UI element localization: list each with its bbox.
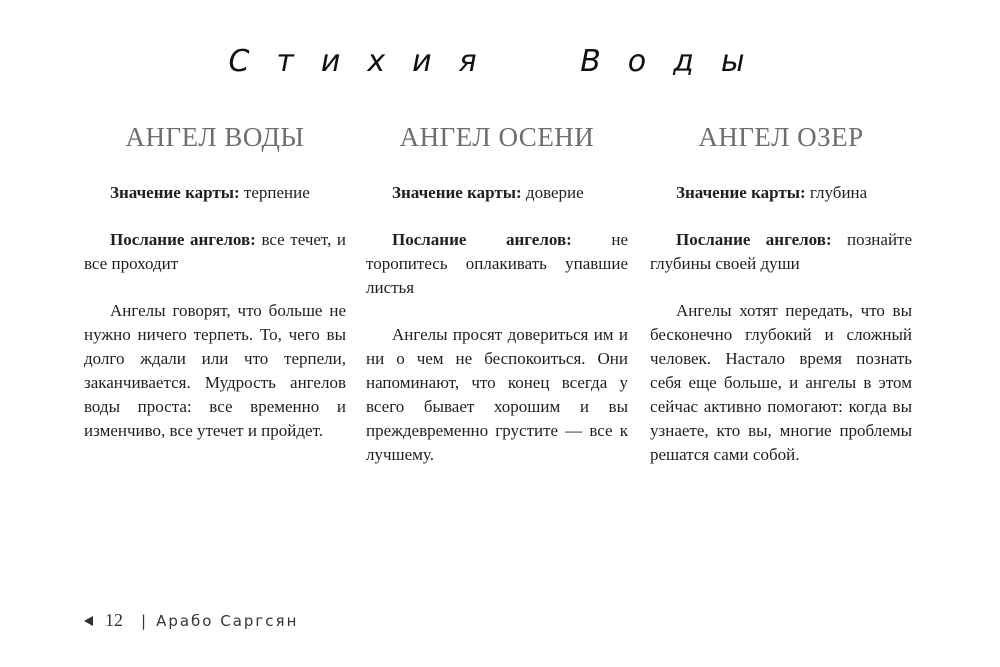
card-title: АНГЕЛ ВОДЫ	[125, 122, 305, 152]
meaning-label: Значение карты:	[110, 183, 240, 202]
card-body: Ангелы просят довериться им и ни о чем не беспокоиться. Они напоминают, что конец всегда у всего бывает хорошим и вы преждевременно грустите — все к лучшему.	[366, 325, 628, 464]
page-number: 12	[105, 610, 123, 630]
meaning-value: доверие	[525, 183, 584, 202]
card-message	[84, 228, 346, 276]
card-message	[366, 228, 628, 300]
message-label: Послание ангелов:	[392, 230, 572, 249]
card-body: Ангелы хотят передать, что вы бесконечно глубокий и сложный человек. Настало время познать себя еще больше, и ангелы в этом сейчас активно помогают: когда вы узнаете, кто вы, многие проблемы решатся сами собой.	[650, 301, 912, 464]
card-meaning	[650, 181, 912, 205]
meaning-label: Значение карты:	[392, 183, 522, 202]
message-label: Послание ангелов:	[676, 230, 832, 249]
page-title: Стихия Воды	[228, 44, 772, 79]
card-angel-lakes	[650, 120, 912, 490]
message-value: познайте глубины своей души	[650, 230, 913, 273]
meaning-value: глубина	[809, 183, 868, 202]
triangle-left-icon	[84, 616, 93, 626]
card-title: АНГЕЛ ОЗЕР	[698, 122, 864, 152]
message-value: все течет, и все проходит	[84, 230, 347, 273]
card-body: Ангелы говорят, что больше не нужно ничего терпеть. То, чего вы долго ждали или что терпели, заканчивается. Мудрость ангелов воды проста: все временно и изменчиво, все утечет и пройдет.	[84, 301, 346, 440]
card-angel-autumn	[366, 120, 628, 490]
message-label: Послание ангелов:	[110, 230, 256, 249]
meaning-label: Значение карты:	[676, 183, 806, 202]
card-meaning	[84, 181, 346, 205]
page-footer	[84, 610, 298, 631]
card-angel-water	[84, 120, 346, 466]
card-title: АНГЕЛ ОСЕНИ	[399, 122, 595, 152]
card-meaning	[366, 181, 628, 205]
card-message	[650, 228, 912, 276]
message-value: не торопитесь оплакивать упавшие листья	[366, 230, 629, 297]
author-name: Арабо Саргсян	[156, 611, 299, 630]
footer-separator: |	[141, 611, 147, 630]
meaning-value: терпение	[243, 183, 310, 202]
